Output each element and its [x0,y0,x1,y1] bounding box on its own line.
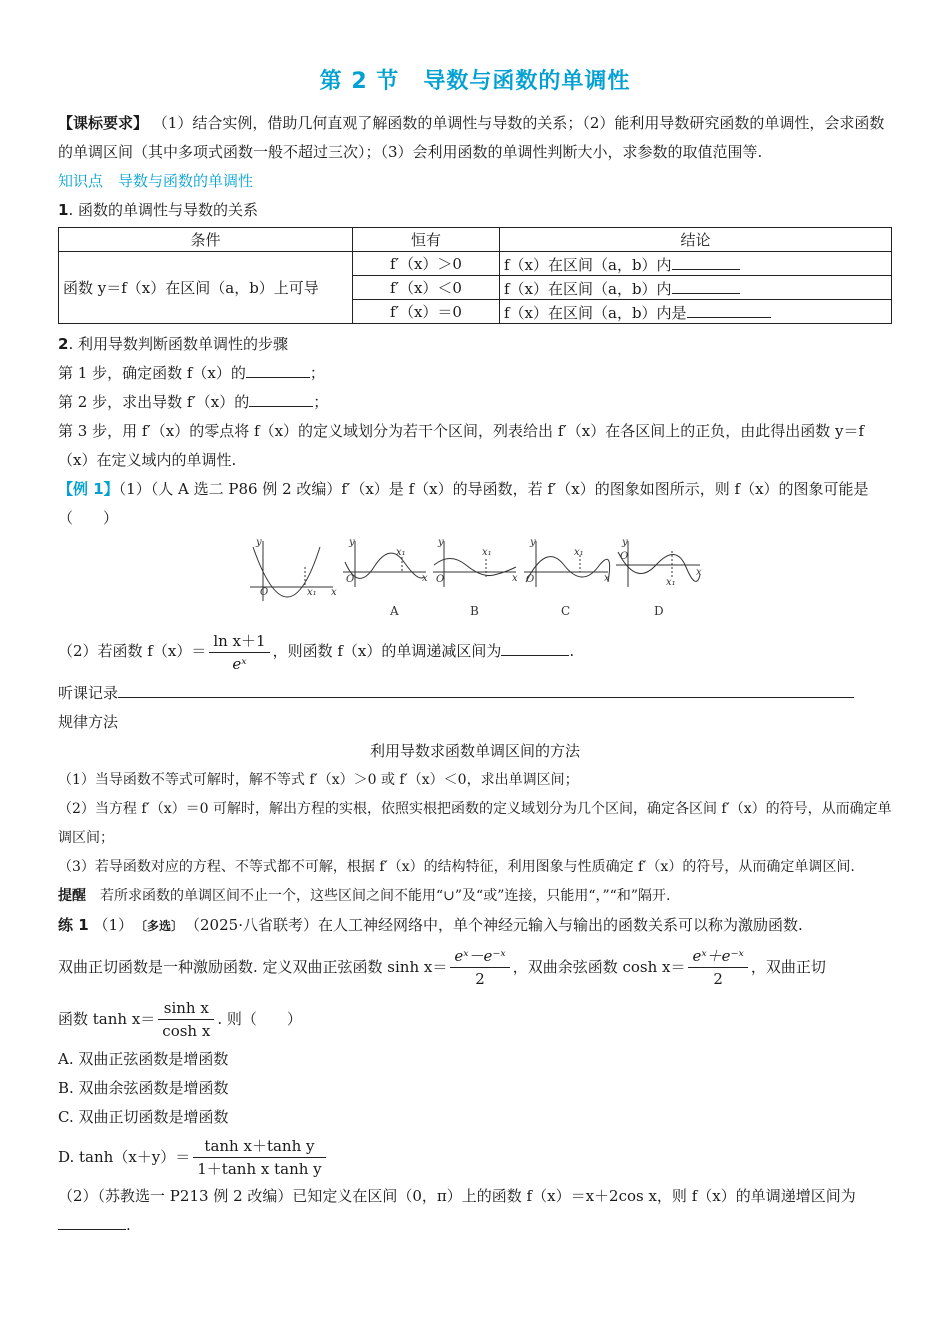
option-b-label: B [470,604,479,618]
example-tag: 【例 1】 [58,480,119,498]
table-header: 恒有 [353,228,500,252]
table-header: 结论 [500,228,892,252]
method-item: （2）当方程 f′（x）＝0 可解时，解出方程的实根，依照实根把函数的定义域划分为几个区间，确定各区间 f′（x）的符号，从而确定单调区间； [58,800,892,846]
table-conclusion-cell: f（x）在区间（a，b）内 [500,252,892,276]
knowledge-point-heading: 知识点 导数与函数的单调性 [58,172,254,190]
svg-text:x: x [604,573,610,584]
table-conclusion-cell: f（x）在区间（a，b）内 [500,276,892,300]
svg-text:O: O [526,574,535,585]
svg-text:y: y [530,537,536,548]
svg-text:x₁: x₁ [482,547,492,558]
heading-relation: 1. 函数的单调性与导数的关系 [58,201,258,219]
svg-text:y: y [438,537,444,548]
svg-text:O: O [346,574,355,585]
practice-1-tanh: 函数 tanh x＝ $\frac{\text{sinh x}}{\text{cosh x}}$ . 则（ ） [58,999,302,1040]
step-2: 第 2 步，求出导数 f′（x）的 ； [58,388,892,417]
notes-line[interactable] [118,681,854,698]
step-1: 第 1 步，确定函数 f（x）的 ； [58,359,892,388]
table-constant-cell: f′（x）＜0 [353,276,500,300]
option-b-graph [433,541,516,587]
answer-blank[interactable] [672,277,740,294]
requirement-text: （1）结合实例，借助几何直观了解函数的单调性与导数的关系；（2）能利用导数研究函数的单调性，会求函数的单调区间（其中多项式函数一般不超过三次）；（3）会利用函数的单调性判断大小，求参数的取值范围等. [58,114,885,161]
example-1-part-1: 【例 1】（1）（人 A 选二 P86 例 2 改编）f′（x）是 f（x）的导函数，若 f′（x）的图象如图所示，则 f（x）的图象可能是（ ） [58,480,869,527]
table-constant-cell: f′（x）＞0 [353,252,500,276]
axis-y-label: y [256,537,262,548]
option-a[interactable]: A. 双曲正弦函数是增函数 [58,1049,229,1068]
fraction: $\frac{\text{tanh x＋tanh y}}{\text{1＋tanh x tanh y}}$ [193,1135,325,1180]
example-1-part-2: （2）若函数 f（x）＝ $\frac{\text{ln x＋1}}{\text{eˣ}}$ ，则函数 f（x）的单调递减区间为 . [58,631,575,673]
svg-text:y: y [349,537,355,548]
practice-label: 练 1 [58,915,89,934]
practice-1-intro: 练 1 （1） 〔多选〕 （2025·八省联考）在人工神经网络中，单个神经元输入与输出的函数关系可以称为激励函数. [58,911,892,941]
section-topic: 导数与函数的单调性 [423,69,631,94]
method-item: （1）当导函数不等式可解时，解不等式 f′（x）＞0 或 f′（x）＜0，求出单调区间； [58,771,579,788]
practice-1-part-2: （2）（苏教选一 P213 例 2 改编）已知定义在区间（0，π）上的函数 f（x）＝x＋2cos x，则 f（x）的单调递增区间为. [58,1186,856,1234]
multi-choice-tag: 〔多选〕 [135,918,184,933]
svg-text:x₁: x₁ [574,547,584,558]
option-c-graph [524,541,610,587]
answer-blank[interactable] [249,390,313,407]
fraction: $\frac{\text{sinh x}}{\text{cosh x}}$ [158,997,214,1042]
answer-blank[interactable] [246,361,310,378]
axis-origin-label: O [260,587,269,598]
answer-blank[interactable] [687,301,771,318]
derivative-graphs [58,537,892,625]
option-c[interactable]: C. 双曲正切函数是增函数 [58,1107,229,1126]
curriculum-requirement [58,109,892,167]
fraction: $\frac{\text{eˣ＋e⁻ˣ}}{2}$ [688,945,747,990]
section-number: 第 2 节 [319,69,400,94]
option-d[interactable]: D. tanh（x＋y）＝ $\frac{\text{tanh x＋tanh y}}{\text{1＋tanh x tanh y}}$ [58,1132,892,1182]
axis-x1-label: x₁ [307,587,317,598]
tip-label: 提醒 [58,887,86,904]
option-c-label: C [561,604,571,618]
answer-blank[interactable] [58,1213,126,1230]
svg-text:x: x [512,573,518,584]
svg-text:O: O [436,574,445,585]
svg-text:O: O [620,551,629,562]
table-condition-cell: 函数 y＝f（x）在区间（a，b）上可导 [59,252,353,324]
page-title [58,64,892,95]
svg-text:x: x [422,573,428,584]
svg-text:x₁: x₁ [666,577,676,588]
table-header: 条件 [59,228,353,252]
table-conclusion-cell: f（x）在区间（a，b）内是 [500,300,892,324]
table-header-row [59,228,892,252]
requirement-tag: 【课标要求】 [58,114,149,132]
option-d-graph [616,541,700,587]
table-row [59,252,892,276]
page [58,58,892,1240]
answer-blank[interactable] [501,639,569,656]
svg-text:y: y [622,537,628,548]
svg-text:x₁: x₁ [396,547,406,558]
method-title: 利用导数求函数单调区间的方法 [369,741,580,760]
fraction: $\frac{\text{ln x＋1}}{\text{eˣ}}$ [209,630,269,675]
heading-steps: 2. 利用导数判断函数单调性的步骤 [58,335,288,353]
table-constant-cell: f′（x）＝0 [353,300,500,324]
example-1-figure [58,537,892,625]
option-b[interactable]: B. 双曲余弦函数是增函数 [58,1078,229,1097]
axis-x-label: x [331,587,337,598]
option-a-graph [343,541,426,587]
listening-record: 听课记录 [58,679,892,708]
svg-text:x: x [696,567,702,578]
answer-blank[interactable] [672,253,740,270]
method-item: （3）若导函数对应的方程、不等式都不可解，根据 f′（x）的结构特征，利用图象与性质确定 f′（x）的符号，从而确定单调区间. [58,858,855,875]
step-3: 第 3 步，用 f′（x）的零点将 f（x）的定义域划分为若干个区间，列表给出 f′（x）在各区间上的正负，由此得出函数 y＝f（x）在定义域内的单调性. [58,422,865,469]
method-label: 规律方法 [58,712,119,731]
monotonicity-table [58,227,892,324]
practice-1-definitions: 双曲正切函数是一种激励函数. 定义双曲正弦函数 sinh x＝ $\frac{\text{eˣ－e⁻ˣ}}{2}$ ，双曲余弦函数 cosh x＝ $\frac{\text{eˣ＋e⁻ˣ}}{2}$ ，双曲正切 [58,947,826,988]
fraction: $\frac{\text{eˣ－e⁻ˣ}}{2}$ [450,945,509,990]
option-a-label: A [390,604,399,618]
option-d-label: D [654,604,664,618]
method-tip: 提醒 若所求函数的单调区间不止一个，这些区间之间不能用“∪”及“或”连接，只能用“，”“和”隔开. [58,887,671,904]
